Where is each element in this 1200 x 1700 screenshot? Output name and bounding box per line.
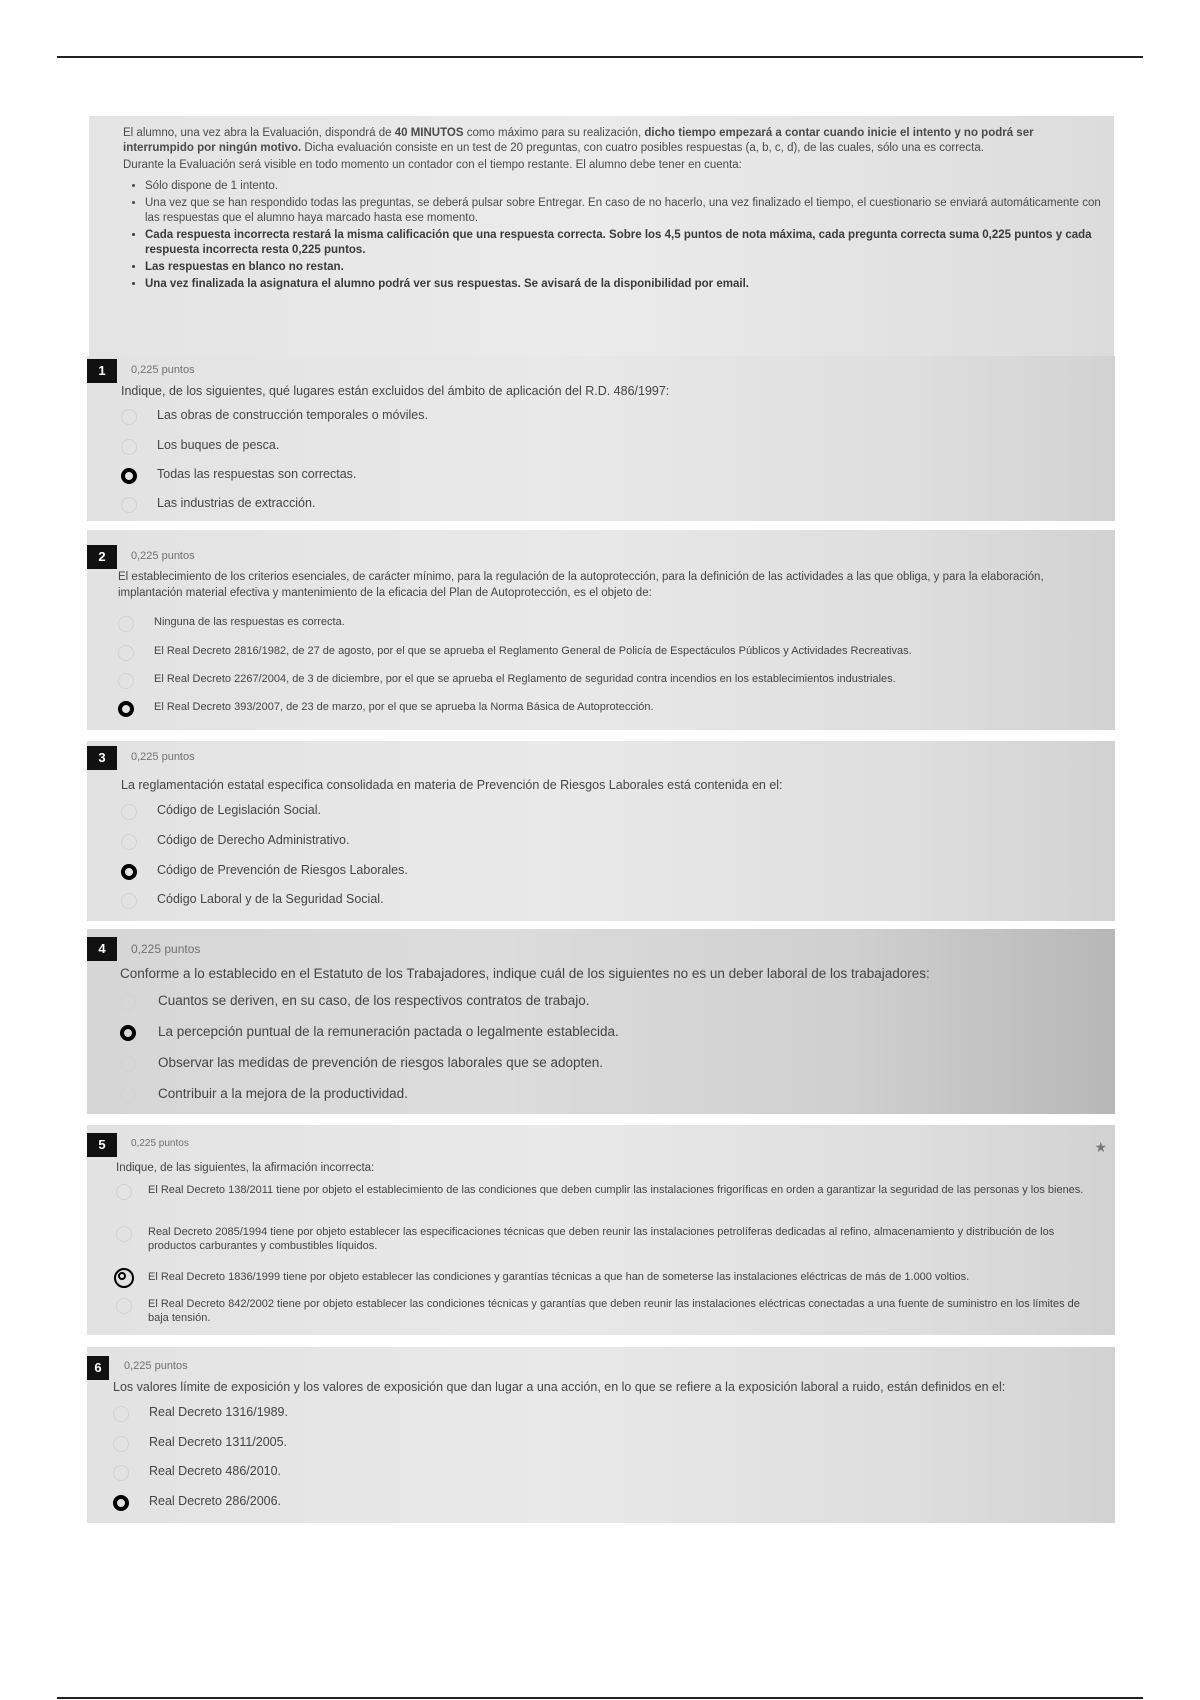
question-points: 0,225 puntos	[131, 1138, 189, 1149]
answer-option[interactable]	[121, 467, 1103, 489]
option-label: Real Decreto 486/2010.	[149, 1464, 282, 1478]
option-label: El Real Decreto 2267/2004, de 3 de diciembre, por el que se aprueba el Reglamento de seguridad contra incendios en los establecimientos industriales.	[154, 673, 896, 685]
instructions-list	[123, 179, 1106, 292]
instructions-paragraph	[123, 126, 1106, 156]
option-label: Cuantos se deriven, en su caso, de los respectivos contratos de trabajo.	[158, 993, 590, 1008]
radio-button[interactable]	[121, 834, 137, 850]
option-label: Código de Prevención de Riesgos Laborales.	[157, 863, 408, 877]
question-text: Los valores límite de exposición y los valores de exposición que dan lugar a una acción, en lo que se refiere a la exposición laboral a ruido, están definidos en el:	[113, 1380, 1006, 1394]
radio-button[interactable]	[116, 1184, 132, 1200]
option-label: El Real Decreto 393/2007, de 23 de marzo, por el que se aprueba la Norma Básica de Autoprotección.	[154, 701, 654, 713]
option-label: Real Decreto 2085/1994 tiene por objeto establecer las especificaciones técnicas que deben reunir las instalaciones petrolíferas dedicadas al refino, almacenamiento y distribución de los productos carburantes y combustibles líquidos.	[148, 1226, 1055, 1252]
instruction-item: • Una vez finalizada la asignatura el alumno podrá ver sus respuestas. Se avisará de la disponibilidad por email.	[145, 277, 1106, 292]
option-label: Los buques de pesca.	[157, 438, 280, 452]
question-card-3	[87, 741, 1115, 921]
answer-option[interactable]	[113, 1464, 1103, 1486]
question-points: 0,225 puntos	[131, 364, 195, 376]
answer-option[interactable]	[120, 1055, 1103, 1077]
answer-option[interactable]	[121, 863, 1103, 885]
question-text: La reglamentación estatal especifica consolidada en materia de Prevención de Riesgos Laborales está contenida en el:	[121, 778, 783, 792]
question-number: 1	[87, 359, 117, 383]
question-text: Indique, de las siguientes, la afirmación incorrecta:	[116, 1162, 375, 1174]
radio-button[interactable]	[121, 893, 137, 909]
question-card-2	[87, 530, 1115, 730]
instruction-item: • Las respuestas en blanco no restan.	[145, 260, 1106, 275]
answer-option[interactable]	[121, 438, 1103, 460]
answer-option[interactable]	[120, 1024, 1103, 1046]
option-label: El Real Decreto 138/2011 tiene por objeto el establecimiento de las condiciones que deben cumplir las instalaciones frigoríficas en orden a garantizar la seguridad de las personas y los bienes.	[148, 1184, 1084, 1196]
time-limit: 40 MINUTOS	[394, 127, 464, 139]
answer-option[interactable]	[118, 672, 1103, 694]
question-number: 2	[87, 545, 117, 569]
question-points: 0,225 puntos	[131, 550, 195, 562]
answer-option[interactable]	[121, 833, 1103, 855]
question-number: 5	[87, 1133, 117, 1157]
radio-button-selected[interactable]	[118, 701, 134, 717]
question-number: 6	[87, 1356, 109, 1380]
radio-button[interactable]	[118, 645, 134, 661]
radio-button[interactable]	[118, 673, 134, 689]
radio-button[interactable]	[120, 994, 136, 1010]
answer-option[interactable]	[121, 892, 1103, 914]
question-points: 0,225 puntos	[124, 1360, 188, 1372]
option-label: El Real Decreto 2816/1982, de 27 de agosto, por el que se aprueba el Reglamento General de Policía de Espectáculos Públicos y Actividades Recreativas.	[154, 645, 912, 657]
option-label: Real Decreto 1311/2005.	[149, 1435, 288, 1449]
question-card-5	[87, 1125, 1115, 1335]
radio-button[interactable]	[116, 1226, 132, 1242]
question-card-6	[87, 1347, 1115, 1523]
option-label: Observar las medidas de prevención de riesgos laborales que se adopten.	[158, 1055, 604, 1070]
radio-button[interactable]	[113, 1406, 129, 1422]
question-number: 4	[87, 937, 117, 961]
answer-option[interactable]	[118, 700, 1103, 722]
answer-option[interactable]	[121, 803, 1103, 825]
question-card-1	[87, 356, 1115, 521]
radio-button[interactable]	[118, 616, 134, 632]
instr-text: El alumno, una vez abra la Evaluación, dispondrá de	[123, 127, 395, 139]
radio-button-selected[interactable]	[113, 1495, 129, 1511]
question-points: 0,225 puntos	[131, 942, 201, 956]
question-text: Indique, de los siguientes, qué lugares están excluidos del ámbito de aplicación del R.D. 486/1997:	[121, 384, 670, 398]
answer-option[interactable]	[118, 644, 1103, 666]
option-label: Todas las respuestas son correctas.	[157, 467, 357, 481]
option-label: Código de Derecho Administrativo.	[157, 833, 350, 847]
question-number: 3	[87, 746, 117, 770]
radio-button[interactable]	[121, 497, 137, 513]
radio-button[interactable]	[113, 1465, 129, 1481]
question-text: Conforme a lo establecido en el Estatuto de los Trabajadores, indique cuál de los siguientes no es un deber laboral de los trabajadores:	[120, 966, 930, 981]
instr-text: Dicha evaluación consiste en un test de 20 preguntas, con cuatro posibles respuestas (a, b, c, d), de las cuales, sólo una es correcta.	[301, 142, 984, 154]
option-label: Real Decreto 1316/1989.	[149, 1405, 288, 1419]
question-points: 0,225 puntos	[131, 751, 195, 763]
radio-button[interactable]	[121, 439, 137, 455]
instr-text: como máximo para su realización,	[463, 127, 645, 139]
radio-button[interactable]	[113, 1436, 129, 1452]
radio-button[interactable]	[116, 1298, 132, 1314]
option-label: La percepción puntual de la remuneración pactada o legalmente establecida.	[158, 1024, 619, 1039]
answer-option[interactable]	[116, 1225, 1103, 1257]
option-label: Las obras de construcción temporales o móviles.	[157, 408, 428, 422]
option-label: Contribuir a la mejora de la productividad.	[158, 1086, 408, 1101]
question-text: El establecimiento de los criterios esenciales, de carácter mínimo, para la regulación de la autoprotección, para la definición de las actividades a las que obliga, y para la elaboración, implantación material efectiva y mantenimiento de la eficacia del Plan de Autoprotección, es el objeto de:	[118, 571, 1044, 599]
instruction-item: • Sólo dispone de 1 intento.	[145, 179, 1106, 194]
radio-button-selected[interactable]	[121, 864, 137, 880]
answer-option[interactable]	[113, 1405, 1103, 1427]
option-label: El Real Decreto 842/2002 tiene por objeto establecer las condiciones técnicas y garantías que deben reunir las instalaciones eléctricas conectadas a una fuente de suministro en los límites de baja tensión.	[148, 1298, 1080, 1324]
answer-option[interactable]	[121, 408, 1103, 430]
question-card-4	[87, 929, 1115, 1114]
pin-icon[interactable]: ★	[1094, 1139, 1107, 1155]
radio-button-selected[interactable]	[121, 468, 137, 484]
answer-option[interactable]	[121, 496, 1103, 518]
bottom-rule	[57, 1697, 1143, 1699]
radio-button[interactable]	[121, 804, 137, 820]
answer-option[interactable]	[120, 1086, 1103, 1108]
answer-option[interactable]	[120, 993, 1103, 1015]
answer-option[interactable]	[116, 1297, 1103, 1329]
option-label: El Real Decreto 1836/1999 tiene por objeto establecer las condiciones y garantías técnicas a que han de someterse las instalaciones eléctricas de más de 1.000 voltios.	[148, 1271, 970, 1283]
answer-option[interactable]	[116, 1183, 1103, 1215]
instructions-panel	[89, 116, 1114, 356]
option-label: Las industrias de extracción.	[157, 496, 316, 510]
option-label: Ninguna de las respuestas es correcta.	[154, 616, 345, 628]
radio-button[interactable]	[120, 1056, 136, 1072]
answer-option[interactable]	[113, 1494, 1103, 1516]
radio-button-selected[interactable]	[114, 1268, 134, 1288]
instruction-item: • Cada respuesta incorrecta restará la misma calificación que una respuesta correcta. Sobre los 4,5 puntos de nota máxima, cada pregunta correcta suma 0,225 puntos y cada respuesta incorrecta resta 0,225 puntos.	[145, 228, 1106, 258]
option-label: Código de Legislación Social.	[157, 803, 321, 817]
radio-button-selected[interactable]	[120, 1025, 136, 1041]
top-rule	[57, 56, 1143, 58]
answer-option[interactable]	[118, 615, 1103, 637]
radio-button[interactable]	[121, 409, 137, 425]
instructions-paragraph-2: Durante la Evaluación será visible en todo momento un contador con el tiempo restante. El alumno debe tener en cuenta:	[123, 159, 742, 171]
option-label: Real Decreto 286/2006.	[149, 1494, 282, 1508]
instr-bold-text: dicho tiempo empezará a contar cuando inicie el intento y no podrá ser interrumpido por ningún motivo.	[123, 127, 1034, 154]
radio-button[interactable]	[120, 1087, 136, 1103]
answer-option[interactable]	[114, 1267, 1103, 1289]
answer-option[interactable]	[113, 1435, 1103, 1457]
option-label: Código Laboral y de la Seguridad Social.	[157, 892, 384, 906]
instruction-item: • Una vez que se han respondido todas las preguntas, se deberá pulsar sobre Entregar. En caso de no hacerlo, una vez finalizado el tiempo, el cuestionario se enviará automáticamente con las respuestas que el alumno haya marcado hasta ese momento.	[145, 196, 1106, 226]
